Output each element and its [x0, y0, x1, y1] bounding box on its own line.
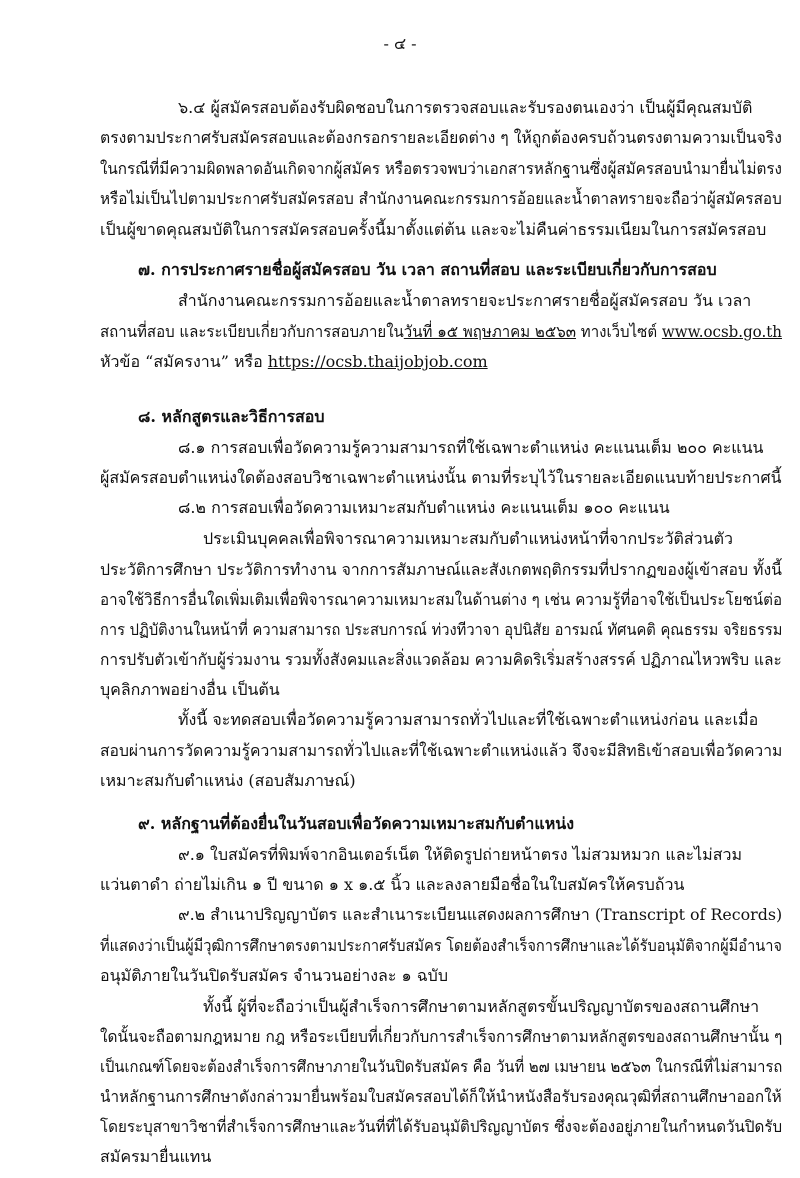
paragraph-line: การปรับตัวเข้ากับผู้ร่วมงาน รวมทั้งสังคมและสิ่งแวดล้อม ความคิดริเริ่มสร้างสรรค์ ปฏิภาณไหวพริบ และ	[100, 650, 782, 669]
paragraph-line: ๘.๒ การสอบเพื่อวัดความเหมาะสมกับตำแหน่ง คะแนนเต็ม ๑๐๐ คะแนน	[178, 498, 670, 517]
paragraph-line	[100, 349, 488, 375]
paragraph-line: ๖.๔ ผู้สมัครสอบต้องรับผิดชอบในการตรวจสอบและรับรองตนเองว่า เป็นผู้มีคุณสมบัติ	[178, 98, 753, 117]
announcement-date: วันที่ ๑๕ พฤษภาคม ๒๕๖๓	[403, 322, 577, 341]
section-heading: ๗. การประกาศรายชื่อผู้สมัครสอบ วัน เวลา สถานที่สอบ และระเบียบเกี่ยวกับการสอบ	[138, 260, 717, 279]
text-run: หัวข้อ “สมัครงาน” หรือ	[100, 352, 268, 371]
paragraph-line: ผู้สมัครสอบตำแหน่งใดต้องสอบวิชาเฉพาะตำแหน่งนั้น ตามที่ระบุไว้ในรายละเอียดแนบท้ายประกาศนี้	[100, 468, 782, 487]
ocsb-website-link[interactable]: www.ocsb.go.th	[661, 322, 782, 341]
paragraph-line: ทั้งนี้ ผู้ที่จะถือว่าเป็นผู้สำเร็จการศึกษาตามหลักสูตรขั้นปริญญาบัตรของสถานศึกษา	[203, 997, 760, 1016]
paragraph-line: ทั้งนี้ จะทดสอบเพื่อวัดความรู้ความสามารถทั่วไปและที่ใช้เฉพาะตำแหน่งก่อน และเมื่อ	[178, 710, 759, 729]
paragraph-line: อนุมัติภายในวันปิดรับสมัคร จำนวนอย่างละ ๑ ฉบับ	[100, 966, 448, 985]
paragraph-line: บุคลิกภาพอย่างอื่น เป็นต้น	[100, 680, 280, 699]
paragraph-line: การ ปฏิบัติงานในหน้าที่ ความสามารถ ประสบการณ์ ท่วงทีวาจา อุปนิสัย อารมณ์ ทัศนคติ คุณธรรม จริยธรรม	[100, 620, 783, 639]
paragraph-line: นำหลักฐานการศึกษาดังกล่าวมายื่นพร้อมใบสมัครสอบได้ก็ให้นำหนังสือรับรองคุณวุฒิที่สถานศึกษาออกให้	[100, 1087, 782, 1106]
paragraph-line: ตรงตามประกาศรับสมัครสอบและต้องกรอกรายละเอียดต่าง ๆ ให้ถูกต้องครบถ้วนตรงตามความเป็นจริง	[100, 128, 782, 147]
paragraph-line: โดยระบุสาขาวิชาที่สำเร็จการศึกษาและวันที่ที่ได้รับอนุมัติปริญญาบัตร ซึ่งจะต้องอยู่ภายในกำหนดวันปิดรับ	[100, 1117, 783, 1136]
paragraph-line: สำนักงานคณะกรรมการอ้อยและน้ำตาลทรายจะประกาศรายชื่อผู้สมัครสอบ วัน เวลา	[178, 291, 752, 310]
paragraph-line: ๘.๑ การสอบเพื่อวัดความรู้ความสามารถที่ใช้เฉพาะตำแหน่ง คะแนนเต็ม ๒๐๐ คะแนน	[178, 438, 764, 457]
paragraph-line: ๙.๑ ใบสมัครที่พิมพ์จากอินเตอร์เน็ต ให้ติดรูปถ่ายหน้าตรง ไม่สวมหมวก และไม่สวม	[178, 845, 742, 864]
paragraph-line: เป็นผู้ขาดคุณสมบัติในการสมัครสอบครั้งนี้มาตั้งแต่ต้น และจะไม่คืนค่าธรรมเนียมในการสมัครสอบ	[100, 220, 767, 239]
paragraph-line: แว่นตาดำ ถ่ายไม่เกิน ๑ ปี ขนาด ๑ x ๑.๕ นิ้ว และลงลายมือชื่อในใบสมัครให้ครบถ้วน	[100, 875, 685, 894]
paragraph-line: ใดนั้นจะถือตามกฎหมาย กฎ หรือระเบียบที่เกี่ยวกับการสำเร็จการศึกษาตามหลักสูตรของสถานศึกษานั้น ๆ	[100, 1027, 783, 1046]
paragraph-line: ประวัติการศึกษา ประวัติการทำงาน จากการสัมภาษณ์และสังเกตพฤติกรรมที่ปรากฏของผู้เข้าสอบ ทั้งนี้	[100, 560, 782, 579]
paragraph-line: สอบผ่านการวัดความรู้ความสามารถทั่วไปและที่ใช้เฉพาะตำแหน่งแล้ว จึงจะมีสิทธิเข้าสอบเพื่อวัดความ	[100, 741, 783, 760]
paragraph-line: ในกรณีที่มีความผิดพลาดอันเกิดจากผู้สมัคร หรือตรวจพบว่าเอกสารหลักฐานซึ่งผู้สมัครสอบนำมายื่นไม่ตรง	[100, 159, 782, 178]
page-number: - ๔ -	[383, 34, 417, 53]
paragraph-line: สมัครมายื่นแทน	[100, 1147, 212, 1166]
section-heading: ๙. หลักฐานที่ต้องยื่นในวันสอบเพื่อวัดความเหมาะสมกับตำแหน่ง	[138, 814, 575, 833]
section-heading: ๘. หลักสูตรและวิธีการสอบ	[138, 407, 325, 426]
paragraph-line: ๙.๒ สำเนาปริญญาบัตร และสำเนาระเบียนแสดงผลการศึกษา (Transcript of Records)	[178, 905, 783, 924]
text-run: สถานที่สอบ และระเบียบเกี่ยวกับการสอบภายใน	[100, 322, 404, 341]
paragraph-line: ที่แสดงว่าเป็นผู้มีวุฒิการศึกษาตรงตามประกาศรับสมัคร โดยต้องสำเร็จการศึกษาและได้รับอนุมัติจากผู้มีอำนาจ	[100, 936, 782, 955]
text-run: ทางเว็บไซต์	[576, 322, 662, 341]
paragraph-line: อาจใช้วิธีการอื่นใดเพิ่มเติมเพื่อพิจารณาความเหมาะสมในด้านต่าง ๆ เช่น ความรู้ที่อาจใช้เป็นประโยชน์ต่อ	[100, 590, 783, 609]
paragraph-line: เหมาะสมกับตำแหน่ง (สอบสัมภาษณ์)	[100, 771, 356, 790]
paragraph-line: ประเมินบุคคลเพื่อพิจารณาความเหมาะสมกับตำแหน่งหน้าที่จากประวัติส่วนตัว	[203, 529, 733, 548]
paragraph-line: หรือไม่เป็นไปตามประกาศรับสมัครสอบ สำนักงานคณะกรรมการอ้อยและน้ำตาลทรายจะถือว่าผู้สมัครสอบ	[100, 189, 782, 208]
paragraph-line	[100, 319, 782, 345]
paragraph-line: เป็นเกณฑ์โดยจะต้องสำเร็จการศึกษาภายในวันปิดรับสมัคร คือ วันที่ ๒๗ เมษายน ๒๕๖๓ ในกรณีที่ไม่สามารถ	[100, 1057, 783, 1076]
thaijobjob-link[interactable]: https://ocsb.thaijobjob.com	[267, 352, 488, 371]
